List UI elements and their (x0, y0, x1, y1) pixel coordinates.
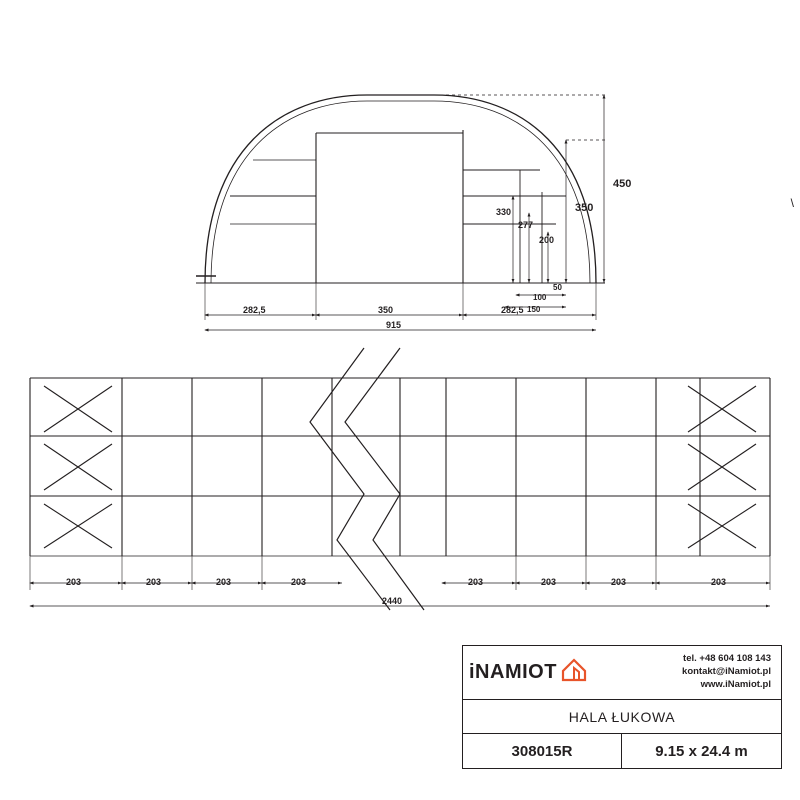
dim-bay-right-label: 282,5 (501, 305, 524, 315)
dim-50-label: 50 (553, 283, 562, 292)
dim-bay-4-label: 203 (291, 577, 307, 587)
dim-350h-label: 350 (575, 202, 594, 214)
brand-name: iNAMIOT (469, 661, 557, 683)
edge-mark: \ (790, 196, 794, 210)
side-posts (30, 378, 770, 556)
title-block-bottom-row (463, 734, 781, 768)
tent-house-icon (561, 658, 587, 687)
dim-bay-center-label: 350 (378, 305, 394, 315)
dim-bay-2-label: 203 (146, 577, 162, 587)
outer-arch-profile (205, 95, 596, 283)
dim-277-label: 277 (518, 220, 534, 230)
contact-phone: tel. +48 604 108 143 (683, 653, 771, 665)
dim-200-label: 200 (539, 235, 555, 245)
title-block-brand-row (463, 646, 781, 700)
dim-bay-3-label: 203 (216, 577, 232, 587)
dim-bay-7-label: 203 (611, 577, 627, 587)
dim-bay-6-label: 203 (541, 577, 557, 587)
side-view-group (30, 378, 770, 556)
dim-bay-1-label: 203 (66, 577, 82, 587)
front-view-group (196, 95, 608, 283)
dim-100-label: 100 (533, 293, 547, 302)
dim-bay-8-label: 203 (711, 577, 727, 587)
contact-email: kontakt@iNamiot.pl (682, 666, 771, 678)
dim-bay-left-label: 282,5 (243, 305, 266, 315)
dim-330-label: 330 (496, 207, 512, 217)
side-view-dimension-labels (66, 577, 726, 606)
dim-total-2440-label: 2440 (382, 596, 403, 606)
product-name: HALA ŁUKOWA (463, 700, 781, 734)
dim-bay-5-label: 203 (468, 577, 484, 587)
front-view-dimension-labels (243, 178, 631, 330)
contact-website: www.iNamiot.pl (700, 678, 771, 690)
side-bracing-left (44, 386, 112, 548)
product-size: 9.15 x 24.4 m (655, 742, 748, 760)
title-block (462, 645, 782, 769)
side-bracing-right (688, 386, 756, 548)
dim-150-label: 150 (527, 305, 541, 314)
dim-450-label: 450 (613, 178, 632, 190)
product-code: 308015R (463, 734, 622, 768)
contact-info (629, 653, 775, 691)
inner-arch-profile (211, 101, 590, 283)
brand-logo (469, 658, 629, 687)
break-symbol (310, 348, 424, 610)
dim-total-915-label: 915 (386, 320, 402, 330)
